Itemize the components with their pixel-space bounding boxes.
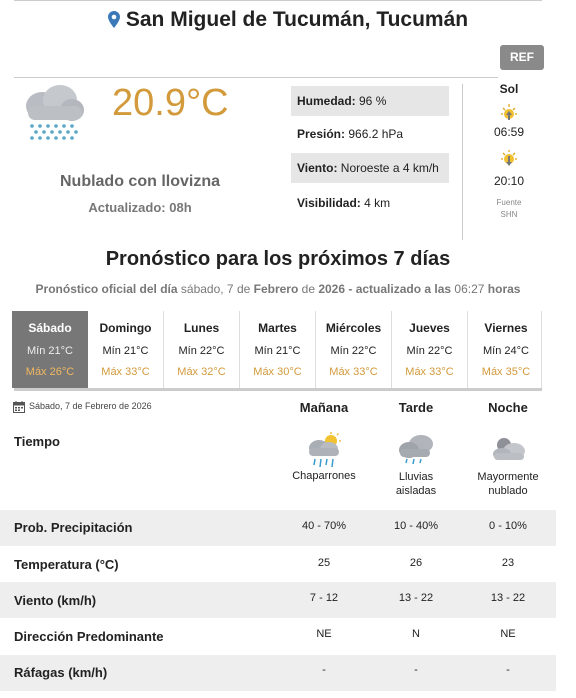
row-label-wind: Viento (km/h) [14,593,97,608]
location-title: San Miguel de Tucumán, Tucumán [125,8,469,31]
direction-noche: NE [500,628,516,640]
row-label-gusts: Ráfagas (km/h) [14,665,108,680]
sunset-time: 20:10 [493,174,525,188]
sunset-icon [470,150,548,173]
direction-manana: NE [316,628,332,640]
tiempo-label: Tiempo [14,434,60,449]
isolated-rain-icon [397,434,435,471]
sunrise-icon [470,103,548,126]
temp-manana: 25 [317,557,331,569]
wind-manana: 7 - 12 [309,592,339,604]
mostly-cloudy-night-icon [490,436,528,469]
source-label: Fuente [496,198,522,207]
day-tabs-bar [14,388,542,391]
day-tab-jueves[interactable]: Jueves Mín 22°C Máx 33°C [392,311,468,388]
detail-date: Sábado, 7 de Febrero de 2026 [29,401,152,411]
sunrise-time: 06:59 [493,125,525,139]
sun-title: Sol [499,82,519,96]
current-temperature: 20.9°C [112,82,229,124]
period-noche: Noche [488,400,528,415]
gusts-manana: - [322,664,326,676]
day-tab-sabado[interactable]: Sábado Mín 21°C Máx 26°C [12,311,88,388]
precip-manana: 40 - 70% [301,520,347,532]
temp-tarde: 26 [409,557,423,569]
day-tab-lunes[interactable]: Lunes Mín 22°C Máx 32°C [164,311,240,388]
pressure-stat: Presión: 966.2 hPa [297,127,404,141]
temp-noche: 23 [501,557,515,569]
calendar-icon [13,400,25,418]
drizzle-cloud-icon [20,84,86,151]
condition-manana: Chaparrones [292,470,356,482]
precip-tarde: 10 - 40% [393,520,439,532]
condition-noche: Mayormente nublado [477,471,539,497]
wind-noche: 13 - 22 [490,592,526,604]
top-divider [14,0,542,1]
showers-icon [305,432,343,473]
current-condition: Nublado con llovizna [59,173,220,190]
row-label-temp: Temperatura (°C) [14,557,119,572]
day-tab-domingo[interactable]: Domingo Mín 21°C Máx 33°C [88,311,164,388]
period-tarde: Tarde [398,400,434,415]
day-tabs-edge [541,311,542,388]
updated-time: Actualizado: 08h [88,200,192,215]
row-label-direction: Dirección Predominante [14,629,164,644]
source-value: SHN [500,210,518,219]
condition-tarde: Lluvias aisladas [395,471,437,497]
header-divider [14,77,498,78]
visibility-stat: Visibilidad: 4 km [297,196,391,210]
location-header [0,8,576,34]
period-manana: Mañana [299,400,349,415]
wind-tarde: 13 - 22 [398,592,434,604]
gusts-noche: - [506,664,510,676]
gusts-tarde: - [414,664,418,676]
ref-button[interactable]: REF [500,45,544,70]
day-tab-miercoles[interactable]: Miércoles Mín 22°C Máx 33°C [316,311,392,388]
location-pin-icon [108,10,120,34]
row-label-precip: Prob. Precipitación [14,520,133,535]
day-tab-viernes[interactable]: Viernes Mín 24°C Máx 35°C [468,311,544,388]
day-tab-martes[interactable]: Martes Mín 21°C Máx 30°C [240,311,316,388]
direction-tarde: N [412,628,420,640]
forecast-title: Pronóstico para los próximos 7 días [105,248,451,270]
precip-noche: 0 - 10% [489,520,527,532]
humidity-stat: Humedad: 96 % [291,86,449,116]
wind-stat: Viento: Noroeste a 4 km/h [291,153,449,183]
sun-divider [462,84,463,240]
forecast-subtitle: Pronóstico oficial del día sábado, 7 de Febrero de 2026 - actualizado a las 06:27 horas [35,282,521,296]
